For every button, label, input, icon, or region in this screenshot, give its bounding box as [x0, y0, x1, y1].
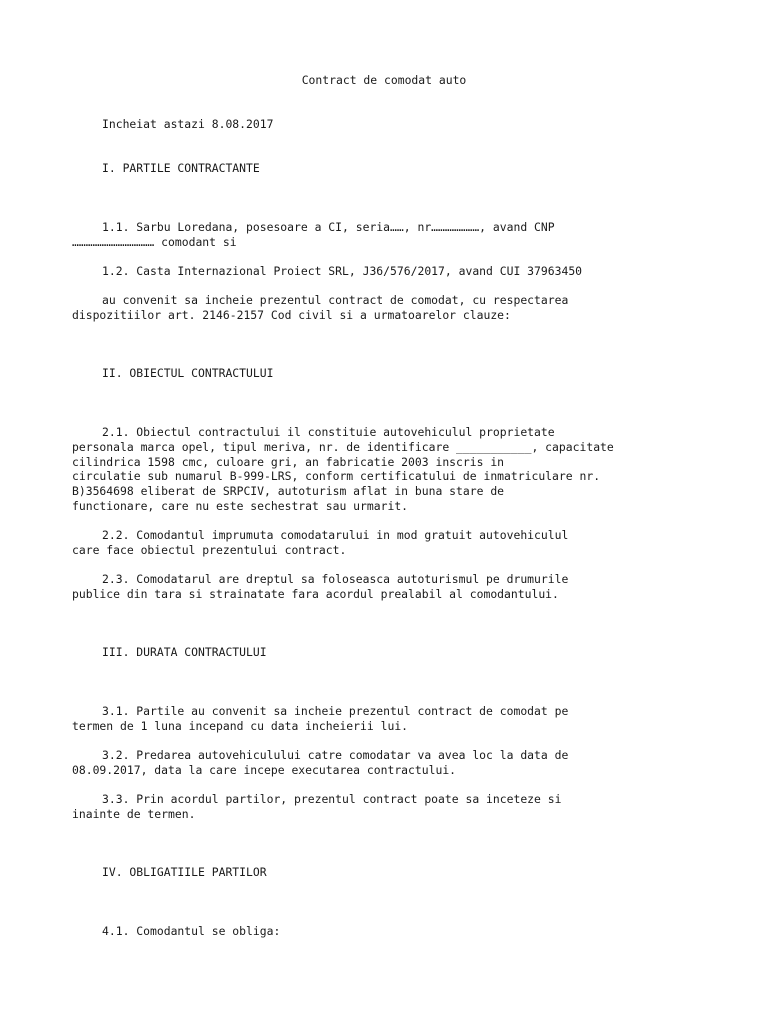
paragraph-line: termen de 1 luna incepand cu data incheierii lui. [72, 719, 409, 733]
paragraph-line: 3.2. Predarea autovehiculului catre comodatar va avea loc la data de [102, 748, 569, 762]
paragraph-line: B)3564698 eliberat de SRPCIV, autoturism aflat in buna stare de [72, 484, 505, 498]
paragraph-line: inainte de termen. [72, 807, 196, 821]
paragraph-line: care face obiectul prezentului contract. [72, 543, 347, 557]
section-heading-partile: I. PARTILE CONTRACTANTE [102, 161, 260, 175]
paragraph-line: 3.3. Prin acordul partilor, prezentul contract poate sa inceteze si [102, 792, 562, 806]
section-heading-obiectul: II. OBIECTUL CONTRACTULUI [102, 366, 274, 380]
paragraph-line: 2.2. Comodantul imprumuta comodatarului in mod gratuit autovehiculul [102, 528, 569, 542]
paragraph-line: 1.2. Casta Internazional Proiect SRL, J36/576/2017, avand CUI 37963450 [102, 264, 583, 278]
paragraph-line: 2.3. Comodatarul are dreptul sa foloseasca autoturismul pe drumurile [102, 572, 569, 586]
date-line: Incheiat astazi 8.08.2017 [102, 117, 274, 131]
paragraph-line: cilindrica 1598 cmc, culoare gri, an fabricatie 2003 inscris in [72, 455, 505, 469]
paragraph-line: 2.1. Obiectul contractului il constituie autovehiculul proprietate [102, 425, 555, 439]
section-heading-obligatiile: IV. OBLIGATIILE PARTILOR [102, 865, 267, 879]
paragraph-line: functionare, care nu este sechestrat sau urmarit. [72, 499, 409, 513]
paragraph-line: ……………………………… comodant si [72, 235, 237, 249]
paragraph-line: 3.1. Partile au convenit sa incheie prezentul contract de comodat pe [102, 704, 569, 718]
paragraph-line: 1.1. Sarbu Loredana, posesoare a CI, seria……, nr…………………, avand CNP [102, 220, 555, 234]
paragraph-line: 08.09.2017, data la care incepe executarea contractului. [72, 763, 457, 777]
paragraph-line: publice din tara si strainatate fara acordul prealabil al comodantului. [72, 587, 559, 601]
section-heading-durata: III. DURATA CONTRACTULUI [102, 645, 267, 659]
paragraph-line: 4.1. Comodantul se obliga: [102, 924, 281, 938]
paragraph-line: dispozitiilor art. 2146-2157 Cod civil si a urmatoarelor clauze: [72, 308, 511, 322]
paragraph-line: personala marca opel, tipul meriva, nr. de identificare ___________, capacitate [72, 440, 614, 454]
paragraph-line: au convenit sa incheie prezentul contract de comodat, cu respectarea [102, 293, 569, 307]
paragraph-line: circulatie sub numarul B-999-LRS, conform certificatului de inmatriculare nr. [72, 469, 601, 483]
document-title: Contract de comodat auto [301, 73, 467, 87]
